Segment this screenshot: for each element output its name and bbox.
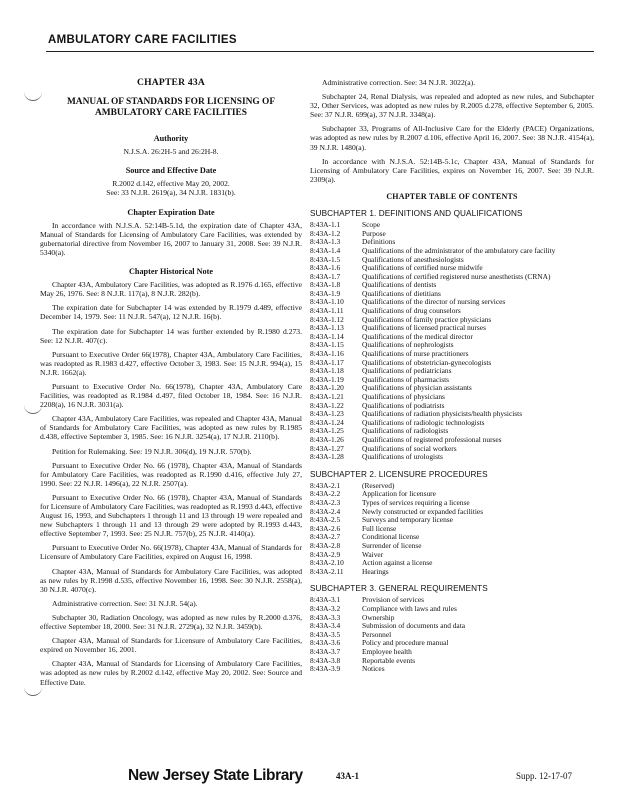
toc-entry bbox=[310, 568, 594, 577]
subchapter-1-heading: SUBCHAPTER 1. DEFINITIONS AND QUALIFICATIONS bbox=[310, 209, 523, 219]
section-number: 8:43A-1.23 bbox=[310, 409, 344, 419]
section-title: Qualifications of the director of nursing services bbox=[362, 297, 506, 307]
toc-entry bbox=[310, 551, 594, 560]
history-note: Subchapter 30, Radiation Oncology, was adopted as new rules by R.2000 d.376, effective September 18, 2000. See: 31 N.J.R. 2729(a), 32 N.J.R. 3459(b). bbox=[40, 612, 302, 632]
page-number: 43A-1 bbox=[336, 771, 359, 781]
section-title: Surrender of license bbox=[362, 541, 422, 550]
section-title: Qualifications of pharmacists bbox=[362, 374, 450, 384]
section-title: Newly constructed or expanded facilities bbox=[362, 506, 484, 516]
section-title: Hearings bbox=[362, 566, 389, 576]
section-title: Application for licensure bbox=[362, 489, 436, 499]
section-number: 8:43A-1.28 bbox=[310, 452, 344, 462]
history-note: Pursuant to Executive Order No. 66(1978), Chapter 43A, Ambulatory Care Facilities, was readopted as R.1984 d.497, filed October 18, 1984. See: 16 N.J.R. 2208(a), 16 N.J.R. 3031(a). bbox=[40, 381, 302, 410]
history-note: Pursuant to Executive Order No. 66 (1978), Chapter 43A, Manual of Standards for Ambulatory Care Facilities, was readopted as R.1990 d.416, effective July 27, 1990. See: 22 N.J.R. 1496(a), 22 N.J.R. 2507(a). bbox=[40, 460, 302, 488]
section-title: Qualifications of pediatricians bbox=[362, 366, 452, 376]
section-number: 8:43A-1.5 bbox=[310, 254, 341, 264]
toc-title: CHAPTER TABLE OF CONTENTS bbox=[386, 191, 518, 201]
history-note: Subchapter 33, Programs of All-Inclusive Care for the Elderly (PACE) Organizations, was adopted as new rules by R.2007 d.106, effective April 16, 2007. See: 38 N.J.R. 4154(a), 39 N.J.R. 1480(a). bbox=[310, 124, 594, 152]
chapter-number: CHAPTER 43A bbox=[136, 77, 206, 88]
supplement-date: Supp. 12-17-07 bbox=[516, 771, 572, 781]
section-number: 8:43A-3.2 bbox=[310, 604, 341, 614]
expiration-heading: Chapter Expiration Date bbox=[127, 207, 215, 217]
authority-text: N.J.S.A. 26:2H-5 and 26:2H-8. bbox=[123, 147, 219, 157]
history-note: Chapter 43A, Ambulatory Care Facilities, was repealed and Chapter 43A, Manual of Standards for Ambulatory Care Facilities, was adopted as new rules by R.1985 d.438, effective September 3, 1985. See: 16 N.J.R. 3254(a), 17 N.J.R. 2110(b). bbox=[40, 414, 302, 442]
toc-entry bbox=[310, 631, 594, 640]
section-number: 8:43A-1.6 bbox=[310, 263, 341, 273]
section-title: Surveys and temporary license bbox=[362, 515, 453, 525]
history-note: Chapter 43A, Ambulatory Care Facilities, was adopted as R.1976 d.165, effective May 26, 1976. See: 8 N.J.R. 117(a), 8 N.J.R. 282(b). bbox=[40, 280, 302, 299]
history-note: Chapter 43A, Manual of Standards for Licensure of Ambulatory Care Facilities, expired on November 16, 2001. bbox=[40, 636, 302, 655]
history-notes bbox=[40, 280, 302, 686]
section-number: 8:43A-1.26 bbox=[310, 434, 344, 444]
subchapter-1-list bbox=[310, 221, 594, 462]
section-title: Qualifications of certified registered nurse anesthetists (CRNA) bbox=[362, 271, 551, 281]
section-number: 8:43A-1.8 bbox=[310, 280, 341, 290]
section-number: 8:43A-1.27 bbox=[310, 443, 344, 453]
subchapter-2-heading: SUBCHAPTER 2. LICENSURE PROCEDURES bbox=[310, 469, 488, 479]
history-note: The expiration date for Subchapter 14 was extended by R.1979 d.489, effective December 14, 1979. See: 11 N.J.R. 547(a), 12 N.J.R. 16(b). bbox=[40, 303, 302, 322]
toc-entry bbox=[310, 559, 594, 568]
section-title: Notices bbox=[362, 664, 385, 674]
section-title: Qualifications of physician assistants bbox=[362, 383, 472, 393]
section-number: 8:43A-1.10 bbox=[310, 297, 344, 307]
section-title: Qualifications of podiatrists bbox=[362, 400, 445, 410]
library-stamp: New Jersey State Library bbox=[128, 767, 303, 784]
section-number: 8:43A-1.16 bbox=[310, 349, 344, 359]
history-note: Pursuant to Executive Order 66(1978), Chapter 43A, Ambulatory Care Facilities, was readopted as R.1983 d.427, effective October 3, 1983. See: 15 N.J.R. 994(a), 15 N.J.R. 1662(a). bbox=[40, 349, 302, 377]
expiration-text: In accordance with N.J.S.A. 52:14B-5.1d, the expiration date of Chapter 43A, Manual of Standards for Licensing of Ambulatory Care Facilities, was extended by gubernatorial directive from November 16, 2007 to January 31, 2008. See: 39 N.J.R. 5340(a). bbox=[40, 220, 302, 257]
toc-entry bbox=[310, 445, 594, 454]
section-number: 8:43A-1.13 bbox=[310, 323, 344, 333]
section-number: 8:43A-1.12 bbox=[310, 314, 344, 324]
section-title: Ownership bbox=[362, 612, 395, 622]
section-title: Qualifications of radiologists bbox=[362, 426, 449, 436]
section-title: Purpose bbox=[362, 228, 386, 238]
section-title: Qualifications of licensed practical nurses bbox=[362, 323, 486, 333]
section-number: 8:43A-1.3 bbox=[310, 237, 341, 247]
section-title: Qualifications of drug counselors bbox=[362, 306, 461, 316]
section-title: Submission of documents and data bbox=[362, 621, 466, 631]
section-number: 8:43A-3.3 bbox=[310, 612, 341, 622]
section-title: Conditional license bbox=[362, 532, 420, 542]
history-note: Pursuant to Executive Order No. 66(1978), Chapter 43A, Manual of Standards for Licensure of Ambulatory Care Facilities, expired on August 16, 1998. bbox=[40, 543, 302, 562]
section-number: 8:43A-1.18 bbox=[310, 366, 344, 376]
section-number: 8:43A-1.19 bbox=[310, 374, 344, 384]
toc-entry bbox=[310, 516, 594, 525]
section-title: Qualifications of physicians bbox=[362, 392, 445, 401]
section-title: Qualifications of the administrator of the ambulatory care facility bbox=[362, 245, 556, 255]
toc-entry bbox=[310, 453, 594, 462]
section-number: 8:43A-3.9 bbox=[310, 664, 341, 674]
section-title: (Reserved) bbox=[362, 480, 395, 490]
section-number: 8:43A-3.8 bbox=[310, 655, 341, 665]
source-line: R.2002 d.142, effective May 20, 2002. bbox=[112, 179, 230, 189]
section-number: 8:43A-2.4 bbox=[310, 506, 341, 516]
section-title: Compliance with laws and rules bbox=[362, 604, 457, 614]
header-rule bbox=[46, 51, 594, 52]
section-number: 8:43A-1.14 bbox=[310, 331, 344, 341]
section-number: 8:43A-1.22 bbox=[310, 400, 344, 410]
toc-entry bbox=[310, 542, 594, 551]
section-number: 8:43A-1.17 bbox=[310, 357, 344, 367]
section-title: Qualifications of social workers bbox=[362, 443, 457, 453]
toc-entry bbox=[310, 359, 594, 368]
section-number: 8:43A-1.25 bbox=[310, 426, 344, 436]
history-note: Subchapter 24, Renal Dialysis, was repealed and adopted as new rules, and Subchapter 32, Other Services, was adopted as new rules by R.2005 d.278, effective September 6, 2005. See: 37 N.J.R. 699(a), 37 N.J.R. 3348(a). bbox=[310, 92, 594, 120]
section-number: 8:43A-3.7 bbox=[310, 647, 341, 657]
section-number: 8:43A-2.3 bbox=[310, 498, 341, 508]
toc-entry bbox=[310, 221, 594, 230]
toc-entry bbox=[310, 273, 594, 282]
section-number: 8:43A-1.21 bbox=[310, 392, 344, 401]
section-number: 8:43A-1.24 bbox=[310, 417, 344, 427]
toc-entry bbox=[310, 367, 594, 376]
section-title: Full license bbox=[362, 523, 397, 533]
subchapter-3-heading: SUBCHAPTER 3. GENERAL REQUIREMENTS bbox=[310, 584, 488, 594]
section-number: 8:43A-2.1 bbox=[310, 480, 341, 490]
section-title: Reportable events bbox=[362, 655, 416, 665]
history-note: In accordance with N.J.S.A. 52:14B-5.1c, Chapter 43A, Manual of Standards for Licensing of Ambulatory Care Facilities, expires on November 16, 2007. See: 39 N.J.R. 2309(a). bbox=[310, 156, 594, 184]
chapter-title bbox=[40, 97, 302, 119]
section-title: Qualifications of dietitians bbox=[362, 288, 441, 298]
left-column bbox=[40, 78, 302, 692]
toc-entry bbox=[310, 657, 594, 666]
history-notes-continued bbox=[310, 78, 594, 184]
subchapter-3-list bbox=[310, 596, 594, 673]
toc-entry bbox=[310, 419, 594, 428]
running-head: AMBULATORY CARE FACILITIES bbox=[48, 34, 237, 46]
toc-entry bbox=[310, 482, 594, 491]
section-number: 8:43A-2.8 bbox=[310, 541, 341, 550]
history-note: Petition for Rulemaking. See: 19 N.J.R. 306(d), 19 N.J.R. 570(b). bbox=[52, 446, 252, 456]
toc-entry bbox=[310, 622, 594, 631]
history-note: Pursuant to Executive Order No. 66 (1978), Chapter 43A, Manual of Standards for Licensure of Ambulatory Care Facilities, was readopted as R.1993 d.443, effective August 16, 1993, and Subchapters 1 through 11 and 13 through 19 were repealed and new Subchapters 1 through 11 and 13 through 29 were adopted by R.1993 d.443, effective September 7, 1993. See: 25 N.J.R. 757(b), 25 N.J.R. 4140(a). bbox=[40, 492, 302, 539]
toc-entry bbox=[310, 384, 594, 393]
section-number: 8:43A-1.7 bbox=[310, 271, 341, 281]
toc-entry bbox=[310, 665, 594, 674]
section-number: 8:43A-1.4 bbox=[310, 245, 341, 255]
section-number: 8:43A-2.7 bbox=[310, 532, 341, 542]
section-title: Qualifications of the medical director bbox=[362, 331, 473, 341]
chapter-title-line: AMBULATORY CARE FACILITIES bbox=[95, 108, 247, 119]
history-note: The expiration date for Subchapter 14 was further extended by R.1980 d.273. See: 12 N.J.R. 407(c). bbox=[40, 326, 302, 345]
section-number: 8:43A-2.10 bbox=[310, 558, 344, 568]
section-number: 8:43A-1.11 bbox=[310, 306, 344, 316]
section-title: Qualifications of urologists bbox=[362, 452, 443, 462]
history-note: Chapter 43A, Manual of Standards for Licensing of Ambulatory Care Facilities, was adopted as new rules by R.2002 d.142, effective May 20, 2002. See: Source and Effective Date. bbox=[40, 659, 302, 687]
section-title: Employee health bbox=[362, 647, 412, 657]
right-column bbox=[310, 78, 594, 674]
toc-entry bbox=[310, 533, 594, 542]
toc-entry bbox=[310, 525, 594, 534]
section-title: Qualifications of nephrologists bbox=[362, 340, 454, 350]
section-number: 8:43A-2.11 bbox=[310, 566, 344, 576]
section-title: Qualifications of radiologic technologists bbox=[362, 417, 485, 427]
toc-entry bbox=[310, 605, 594, 614]
section-title: Qualifications of radiation physicists/health physicists bbox=[362, 409, 523, 419]
section-number: 8:43A-1.9 bbox=[310, 288, 341, 298]
history-note: Administrative correction. See: 34 N.J.R. 3022(a). bbox=[322, 78, 476, 87]
section-title: Types of services requiring a license bbox=[362, 498, 470, 508]
section-number: 8:43A-1.1 bbox=[310, 220, 341, 230]
toc-entry bbox=[310, 393, 594, 402]
section-title: Action against a license bbox=[362, 558, 433, 568]
toc-entry bbox=[310, 230, 594, 239]
section-number: 8:43A-2.2 bbox=[310, 489, 341, 499]
section-number: 8:43A-2.9 bbox=[310, 549, 341, 559]
section-number: 8:43A-2.5 bbox=[310, 515, 341, 525]
section-title: Qualifications of nurse practitioners bbox=[362, 349, 469, 359]
section-number: 8:43A-1.15 bbox=[310, 340, 344, 350]
authority-heading: Authority bbox=[153, 134, 189, 144]
section-title: Definitions bbox=[362, 237, 396, 247]
section-title: Qualifications of registered professional nurses bbox=[362, 434, 502, 444]
section-title: Qualifications of certified nurse midwife bbox=[362, 263, 483, 273]
section-title: Qualifications of obstetrician-gynecologists bbox=[362, 357, 492, 367]
source-line: See: 33 N.J.R. 2619(a), 34 N.J.R. 1831(b). bbox=[106, 188, 236, 198]
section-number: 8:43A-1.2 bbox=[310, 228, 341, 238]
section-number: 8:43A-3.4 bbox=[310, 621, 341, 631]
section-number: 8:43A-3.6 bbox=[310, 638, 341, 648]
chapter-title-line: MANUAL OF STANDARDS FOR LICENSING OF bbox=[66, 97, 276, 108]
section-number: 8:43A-2.6 bbox=[310, 523, 341, 533]
section-title: Waiver bbox=[362, 549, 384, 559]
source-heading: Source and Effective Date bbox=[125, 166, 217, 176]
toc-entry bbox=[310, 281, 594, 290]
section-title: Personnel bbox=[362, 629, 392, 639]
history-heading: Chapter Historical Note bbox=[129, 267, 213, 277]
section-title: Scope bbox=[362, 220, 381, 230]
history-note: Chapter 43A, Manual of Standards for Ambulatory Care Facilities, was adopted as new rules by R.1998 d.535, effective November 16, 1998. See: 30 N.J.R. 2558(a), 30 N.J.R. 4070(c). bbox=[40, 566, 302, 594]
section-number: 8:43A-3.5 bbox=[310, 629, 341, 639]
section-title: Provision of services bbox=[362, 595, 424, 605]
section-title: Qualifications of family practice physicians bbox=[362, 314, 492, 324]
section-title: Qualifications of dentists bbox=[362, 280, 437, 290]
section-number: 8:43A-1.20 bbox=[310, 383, 344, 393]
toc-entry bbox=[310, 639, 594, 648]
history-note: Administrative correction. See: 31 N.J.R. 54(a). bbox=[52, 598, 198, 608]
section-title: Qualifications of anesthesiologists bbox=[362, 254, 464, 264]
toc-entry bbox=[310, 648, 594, 657]
section-title: Policy and procedure manual bbox=[362, 638, 449, 648]
subchapter-2-list bbox=[310, 482, 594, 577]
section-number: 8:43A-3.1 bbox=[310, 595, 341, 605]
